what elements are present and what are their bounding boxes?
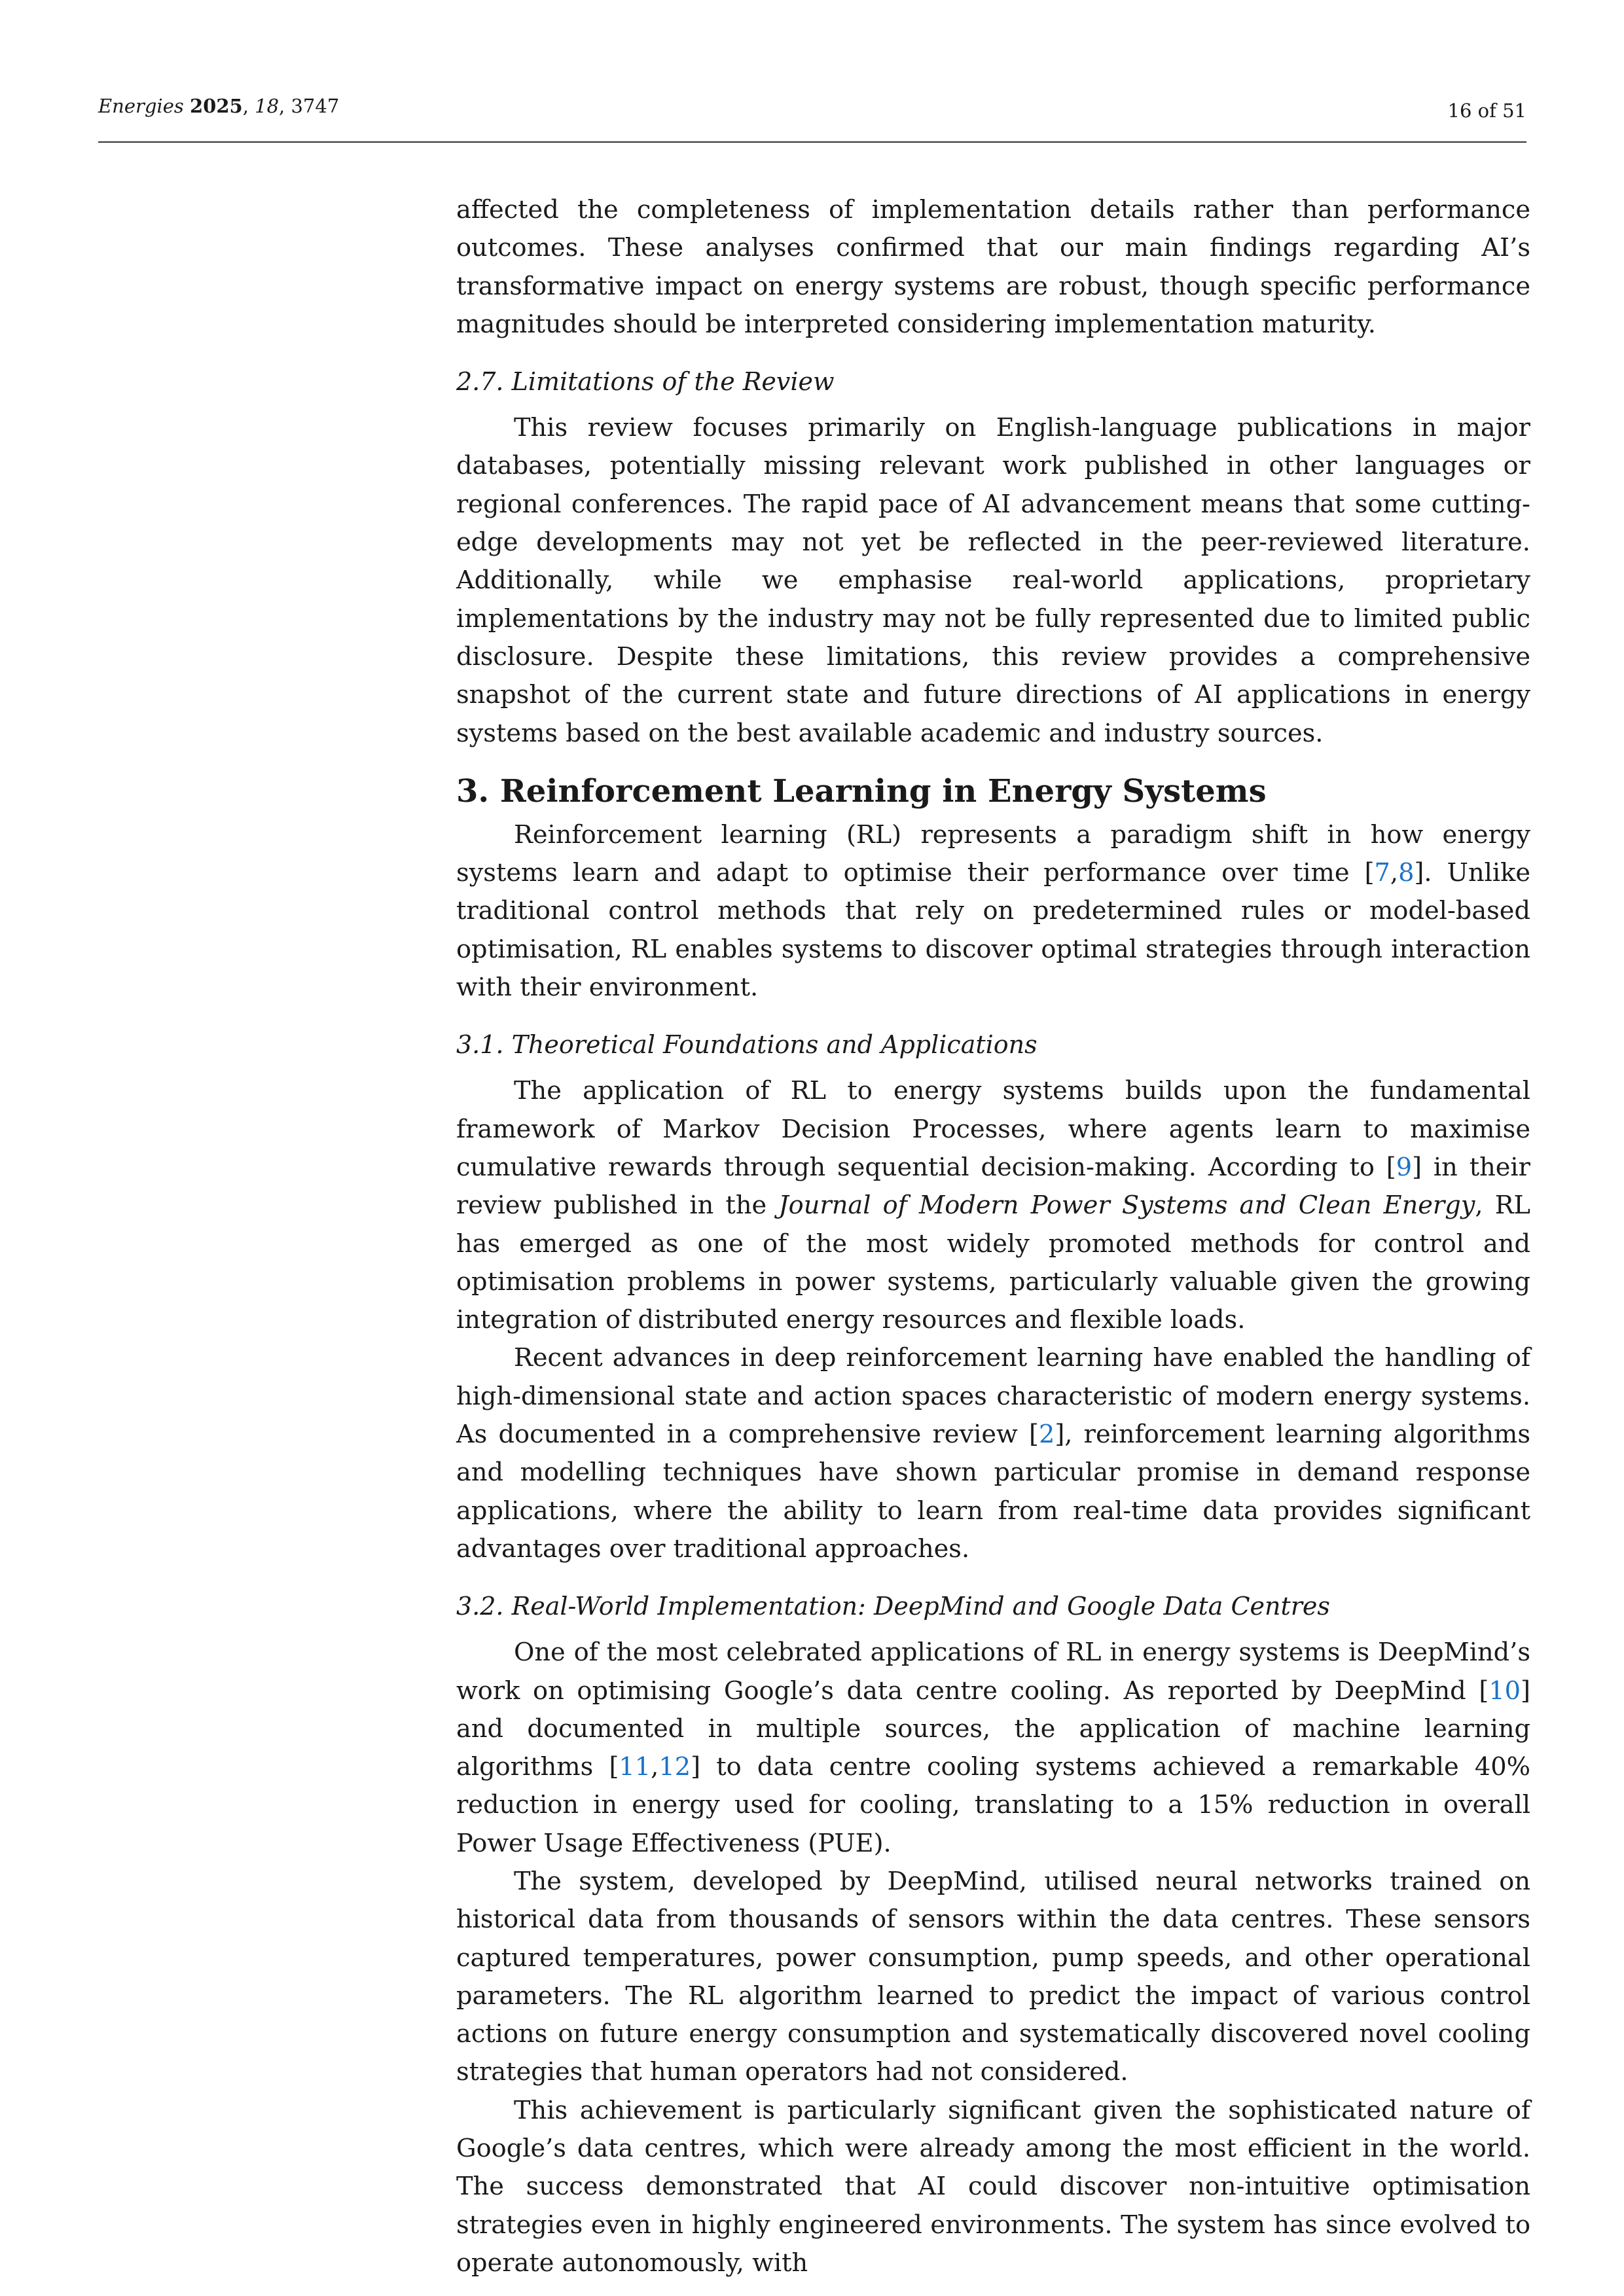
journal-year: 2025 [189, 95, 243, 117]
journal-title: Journal of Modern Power Systems and Clean Energy [778, 1191, 1475, 1221]
text-run: ] in their review published in the [456, 1152, 1530, 1221]
journal-citation: Energies 2025, 18, 3747 [98, 95, 340, 117]
citation-link-9[interactable]: 9 [1396, 1152, 1413, 1182]
heading-section-3: 3. Reinforcement Learning in Energy Systems [456, 772, 1267, 810]
running-header [98, 92, 1526, 143]
text-run: , [1390, 858, 1399, 888]
foundations-paragraph-2 [456, 1339, 1530, 1568]
text-run: , RL has emerged as one of the most widely promoted methods for control and optimisation problems in power systems, particularly valuable given the growing integration of distributed energy resources and flexible loads. [456, 1191, 1530, 1335]
journal-name: Energies [98, 95, 184, 117]
deepmind-paragraph-1 [456, 1634, 1530, 1863]
journal-article-number: 3747 [291, 95, 340, 117]
deepmind-paragraph-3: This achievement is particularly significant given the sophisticated nature of Google’s data centres, which were already among the most efficient in the world. The success demonstrated that AI could discover non-intuitive optimisation strategies even in highly engineered environments. The system has since evolved to operate autonomously, with [456, 2095, 1530, 2278]
text-run: ]. Unlike traditional control methods that rely on predetermined rules or model-based optimisation, RL enables systems to discover optimal strategies through interaction with their environment. [456, 858, 1530, 1003]
citation-link-11[interactable]: 11 [619, 1752, 651, 1782]
main-content [456, 191, 1530, 2282]
text-run: Reinforcement learning (RL) represents a paradigm shift in how energy systems learn and adapt to optimise their performance over time [ [456, 819, 1530, 888]
text-run: One of the most celebrated applications of RL in energy systems is DeepMind’s work on optimising Google’s data centre cooling. As reported by DeepMind [ [456, 1638, 1530, 1706]
limitations-paragraph: This review focuses primarily on English-language publications in major databases, potentially missing relevant work published in other languages or regional conferences. The rapid pace of AI advancement means that some cutting-edge developments may not yet be reflected in the peer-reviewed literature. Additionally, while we emphasise real-world applications, proprietary implementations by the industry may not be fully represented due to limited public disclosure. Despite these limitations, this review provides a comprehensive snapshot of the current state and future directions of AI applications in energy systems based on the best available academic and industry sources. [456, 413, 1530, 748]
intro-paragraph: affected the completeness of implementation details rather than performance outcomes. These analyses confirmed that our main findings regarding AI’s transformative impact on energy systems are robust, though specific performance magnitudes should be interpreted considering implementation maturity. [456, 195, 1530, 339]
page-number: 16 of 51 [1447, 99, 1526, 122]
heading-3-1: 3.1. Theoretical Foundations and Applications [456, 1030, 1038, 1060]
text-run: The application of RL to energy systems builds upon the fundamental framework of Markov Decision Processes, where agents learn to maximise cumulative rewards through sequential decision-making. According to [ [456, 1076, 1530, 1182]
rl-intro-paragraph [456, 816, 1530, 1007]
citation-link-7[interactable]: 7 [1374, 858, 1390, 888]
citation-link-8[interactable]: 8 [1398, 858, 1415, 888]
text-run: ] and documented in multiple sources, the application of machine learning algorithms [ [456, 1676, 1530, 1782]
heading-2-7: 2.7. Limitations of the Review [456, 367, 835, 397]
text-run: ], reinforcement learning algorithms and modelling techniques have shown particular promise in demand response applications, where the ability to learn from real-time data provides significant advantages over traditional approaches. [456, 1420, 1530, 1564]
journal-volume: 18 [255, 95, 280, 117]
citation-link-2[interactable]: 2 [1038, 1420, 1055, 1450]
text-run: ] to data centre cooling systems achieved a remarkable 40% reduction in energy used for cooling, translating to a 15% reduction in overall Power Usage Effectiveness (PUE). [456, 1752, 1530, 1858]
foundations-paragraph-1 [456, 1072, 1530, 1339]
citation-link-10[interactable]: 10 [1489, 1676, 1521, 1706]
text-run: Recent advances in deep reinforcement learning have enabled the handling of high-dimensional state and action spaces characteristic of modern energy systems. As documented in a comprehensive review [ [456, 1343, 1530, 1450]
text-run: , [651, 1752, 659, 1782]
deepmind-paragraph-2: The system, developed by DeepMind, utilised neural networks trained on historical data from thousands of sensors within the data centres. These sensors captured temperatures, power consumption, pump speeds, and other operational parameters. The RL algorithm learned to predict the impact of various control actions on future energy consumption and systematically discovered novel cooling strategies that human operators had not considered. [456, 1866, 1530, 2087]
citation-link-12[interactable]: 12 [659, 1752, 691, 1782]
heading-3-2: 3.2. Real-World Implementation: DeepMind and Google Data Centres [456, 1592, 1330, 1621]
